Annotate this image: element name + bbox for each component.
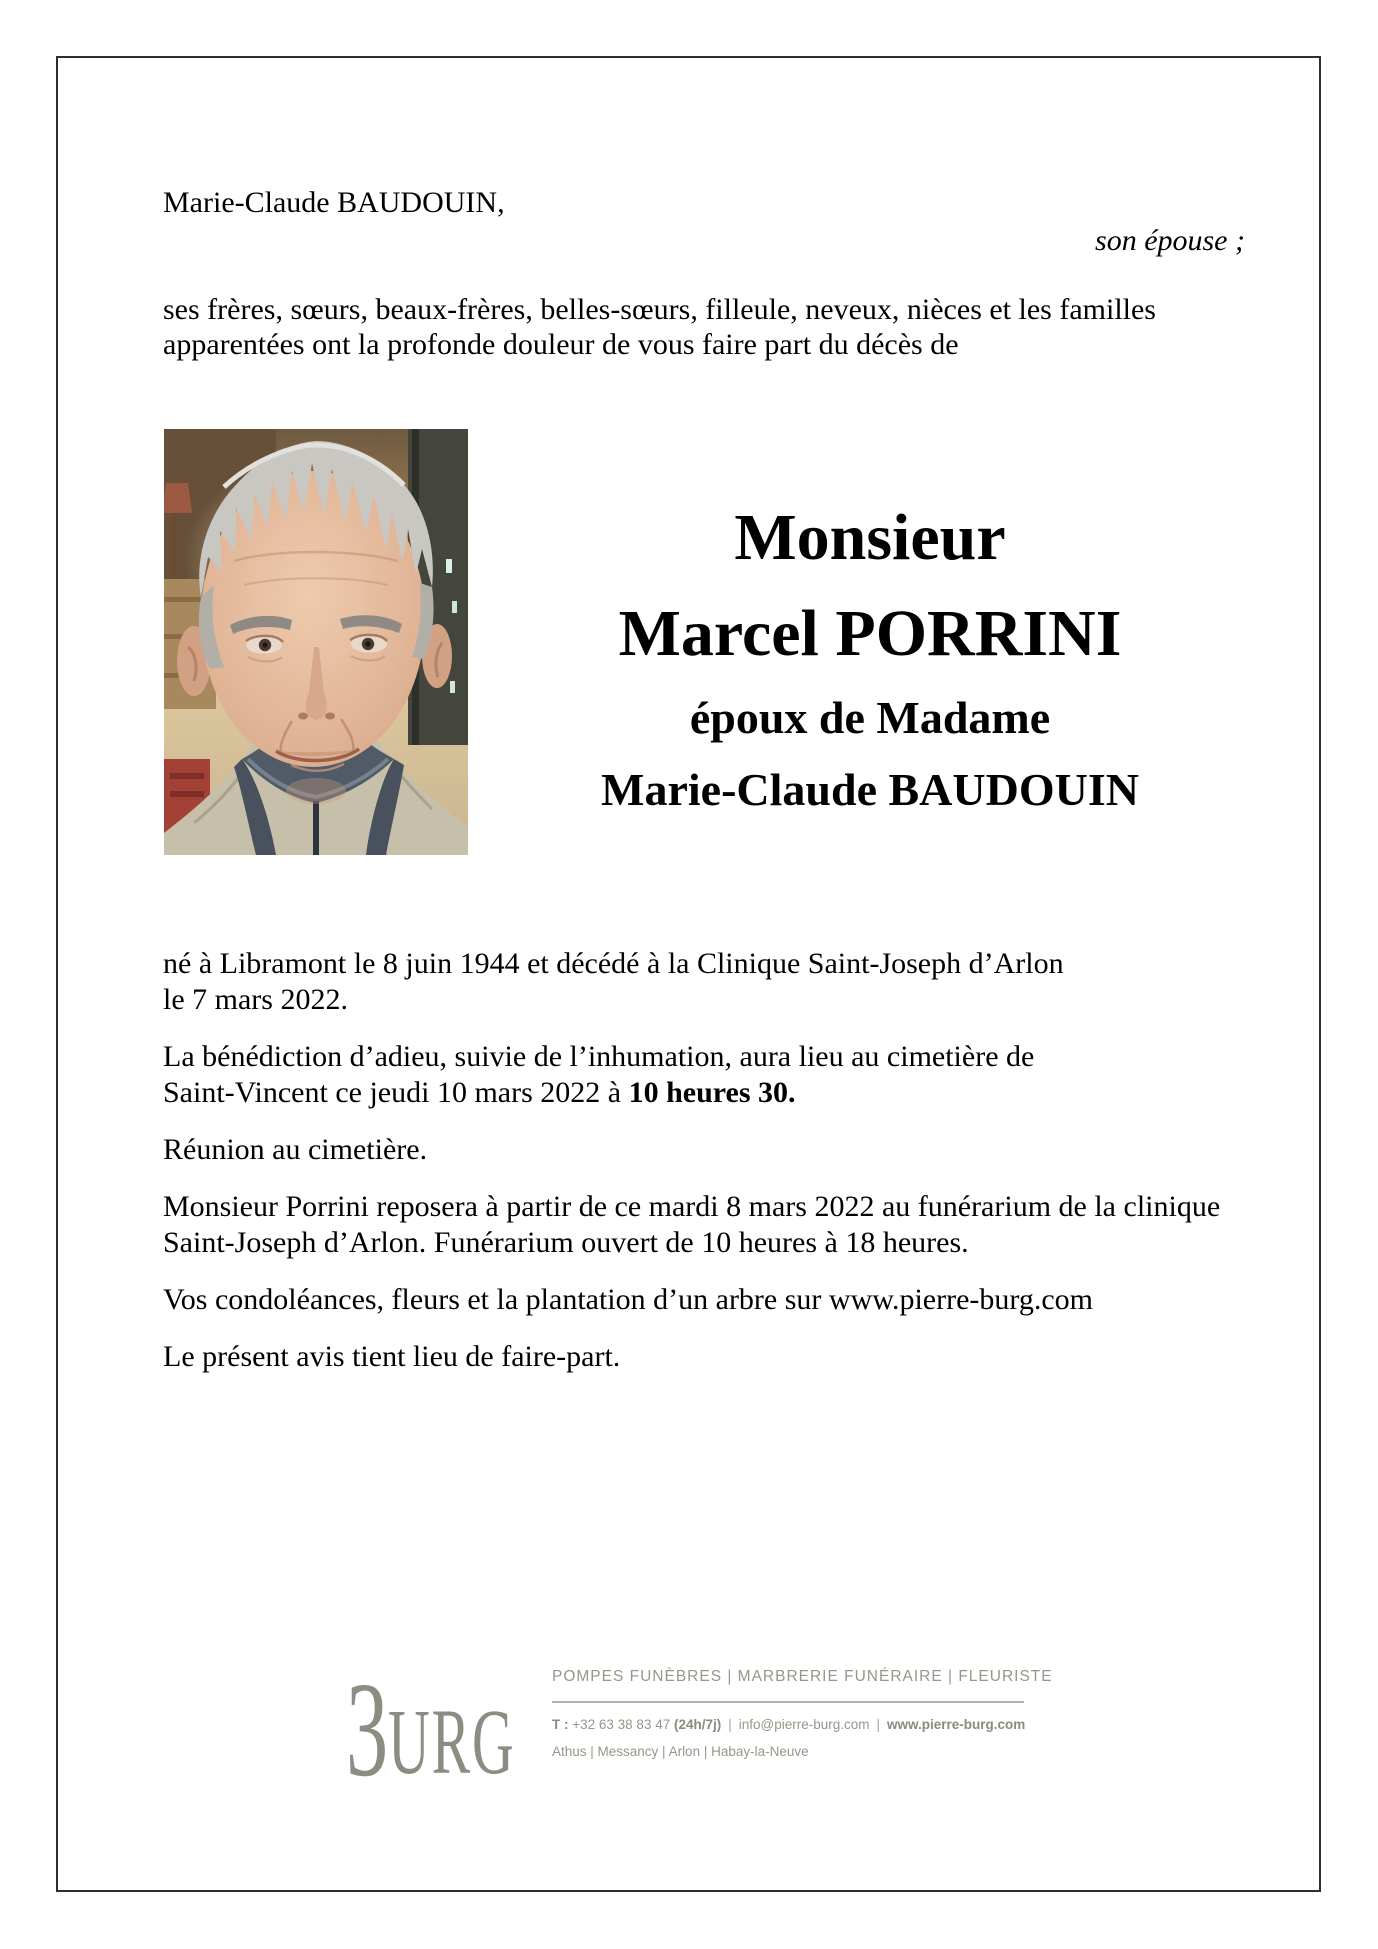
ceremony-line-2: [163, 1075, 1220, 1111]
spouse-name: Marie-Claude BAUDOUIN,: [163, 186, 505, 219]
phone-label: T :: [552, 1717, 569, 1732]
meeting-line: Réunion au cimetière.: [163, 1133, 428, 1166]
birth-death-line-1: né à Libramont le 8 juin 1944 et décédé à la Clinique Saint-Joseph d’Arlon: [163, 947, 1064, 980]
family-paragraph: [163, 292, 1156, 362]
burg-logo-b-glyph: 3: [346, 1654, 389, 1805]
ceremony-line-1: La bénédiction d’adieu, suivie de l’inhumation, aura lieu au cimetière de: [163, 1040, 1035, 1073]
repose-line-2: Saint-Joseph d’Arlon. Funérarium ouvert de 10 heures à 18 heures.: [163, 1226, 969, 1259]
title-epoux: époux de Madame: [689, 692, 1051, 743]
burg-logo: [346, 1654, 516, 1805]
deceased-title-block: [470, 490, 1270, 826]
ceremony-line-2-text: Saint-Vincent ce jeudi 10 mars 2022 à: [163, 1076, 629, 1109]
burg-logo-urg: URG: [388, 1691, 516, 1795]
condolences-paragraph: [163, 1282, 1220, 1318]
family-line-1: ses frères, sœurs, beaux-frères, belles-sœurs, filleule, neveux, nièces et les familles: [163, 293, 1156, 326]
birth-death-line-2: le 7 mars 2022.: [163, 983, 348, 1016]
condolences-line: Vos condoléances, fleurs et la plantation d’un arbre sur www.pierre-burg.com: [163, 1283, 1093, 1316]
hours-badge: (24h/7j): [673, 1717, 722, 1732]
ceremony-paragraph: [163, 1039, 1220, 1111]
deceased-name: Marcel PORRINI: [618, 597, 1122, 670]
birth-death-paragraph: [163, 946, 1220, 1018]
notice-body: [163, 946, 1220, 1396]
email-address: info@pierre-burg.com: [738, 1717, 870, 1732]
repose-line-1: Monsieur Porrini reposera à partir de ce mardi 8 mars 2022 au funérarium de la clinique: [163, 1190, 1221, 1223]
title-monsieur: Monsieur: [734, 501, 1006, 574]
closing-line: Le présent avis tient lieu de faire-part.: [163, 1340, 621, 1373]
phone-number: +32 63 38 83 47: [568, 1717, 674, 1732]
funeral-home-info: [552, 1666, 1053, 1761]
contact-line: [552, 1716, 1026, 1734]
separator-1: |: [728, 1717, 732, 1732]
spouse-full-name: Marie-Claude BAUDOUIN: [601, 764, 1139, 815]
footer-divider: [552, 1701, 1024, 1703]
relation-label: son épouse ;: [1095, 224, 1245, 257]
locations-line: Athus | Messancy | Arlon | Habay-la-Neuve: [552, 1744, 809, 1759]
portrait-photo: [164, 429, 468, 855]
meeting-paragraph: [163, 1132, 1220, 1168]
repose-paragraph: [163, 1189, 1220, 1261]
family-line-2: apparentées ont la profonde douleur de vous faire part du décès de: [163, 328, 959, 361]
website-url: www.pierre-burg.com: [887, 1717, 1026, 1732]
closing-paragraph: [163, 1339, 1220, 1375]
separator-2: |: [876, 1717, 881, 1732]
portrait-illustration: [164, 429, 468, 855]
ceremony-time: 10 heures 30.: [628, 1076, 796, 1109]
services-line: POMPES FUNÈBRES | MARBRERIE FUNÉRAIRE | FLEURISTE: [552, 1668, 1053, 1685]
